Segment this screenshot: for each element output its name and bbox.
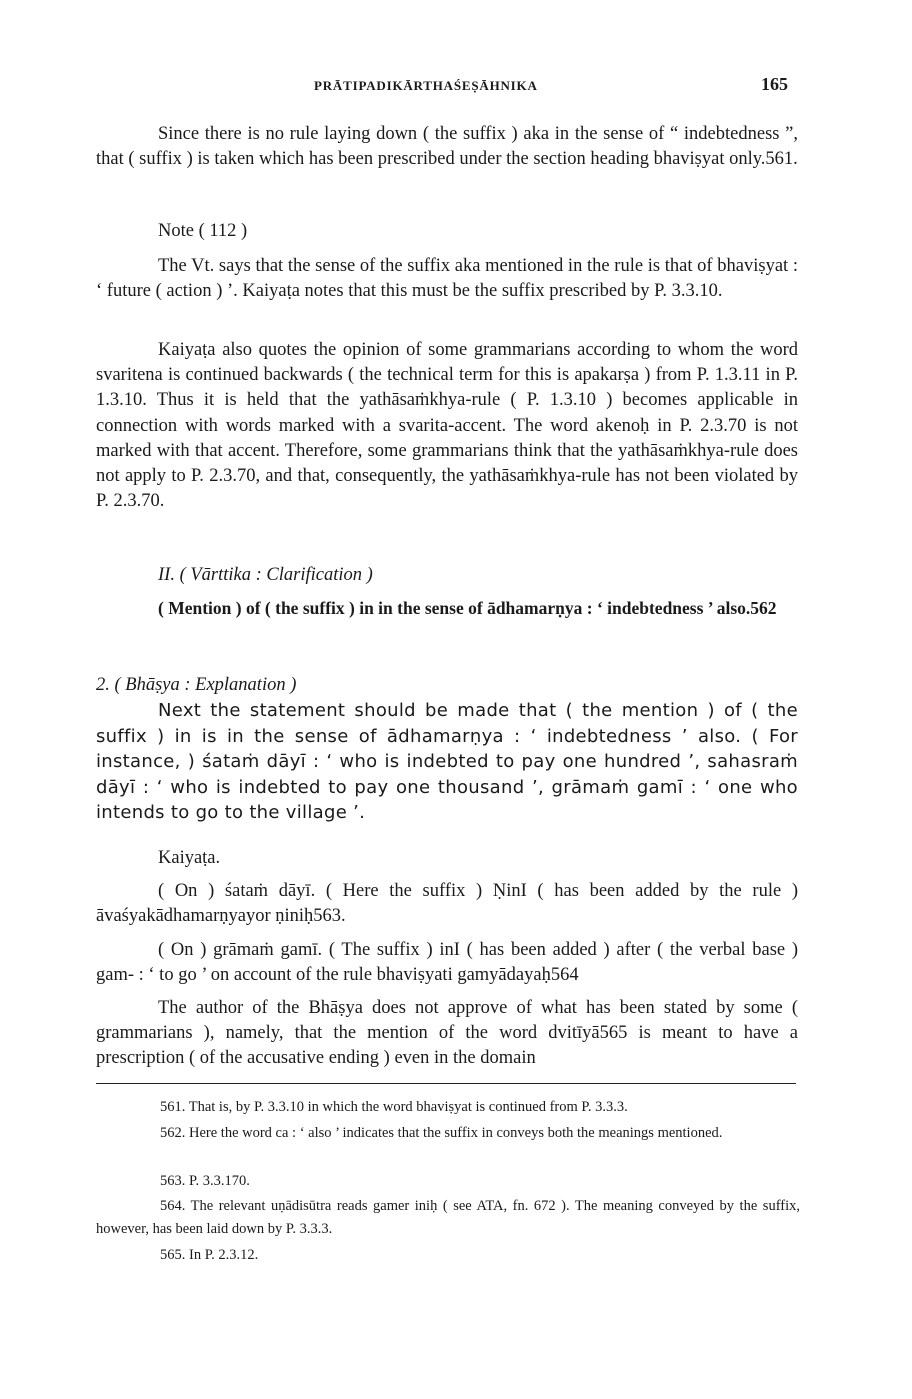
paragraph-bhasya-approval: The author of the Bhāṣya does not approve of what has been stated by some ( grammarians ), namely, that the mention of the word dvitīyā565 is meant to have a prescription ( of the accusative ending ) even in the domain xyxy=(96,998,798,1069)
kaiyata-heading: Kaiyaṭa. xyxy=(158,848,221,868)
bhasya-explanation: Next the statement should be made that ( the mention ) of ( the suffix ) in is in the sense of ādhamarṇya : ‘ indebtedness ’ also. ( For instance, ) śataṁ dāyī : ‘ who is indebted to pay one hundred ’, sahasraṁ dāyī : ‘ who is indebted to pay one thousand ’, grāmaṁ gamī : ‘ one who intends to go to the village ’. xyxy=(96,700,798,823)
footnote-562: 562. Here the word ca : ‘ also ’ indicates that the suffix in conveys both the meanings mentioned. xyxy=(160,1125,723,1141)
paragraph-kaiyata-opinion: Kaiyaṭa also quotes the opinion of some grammarians according to whom the word svaritena is continued backwards ( the technical term for this is apakarṣa ) from P. 1.3.11 in P. 1.3.10. Thus it is held that the yathāsaṁkhya-rule ( P. 1.3.10 ) becomes applicable in connection with words marked with a svarita-accent. The word akenoḥ in P. 2.3.70 is not marked with that accent. Therefore, some grammarians think that the yathāsaṁkhya-rule does not apply to P. 2.3.70, and that, consequently, the yathāsaṁkhya-rule has not been violated by P. 2.3.70. xyxy=(96,340,798,512)
footnote-565: 565. In P. 2.3.12. xyxy=(160,1247,259,1263)
footnote-561: 561. That is, by P. 3.3.10 in which the word bhaviṣyat is continued from P. 3.3.3. xyxy=(160,1099,628,1115)
footnote-563: 563. P. 3.3.170. xyxy=(160,1173,250,1189)
bhasya-heading: 2. ( Bhāṣya : Explanation ) xyxy=(96,675,297,695)
footnote-divider xyxy=(96,1083,796,1084)
page-number: 165 xyxy=(761,74,788,94)
paragraph-vt-sense: The Vt. says that the sense of the suffix aka mentioned in the rule is that of bhaviṣyat : ‘ future ( action ) ’. Kaiyaṭa notes that this must be the suffix prescribed by P. 3.3.10. xyxy=(96,256,798,302)
note-heading: Note ( 112 ) xyxy=(158,221,248,241)
page-header xyxy=(96,74,796,100)
footnote-564: 564. The relevant uṇādisūtra reads gamer iniḥ ( see ATA, fn. 672 ). The meaning conveyed by the suffix, however, has been laid down by P. 3.3.3. xyxy=(96,1198,800,1237)
running-title: PRĀTIPADIKĀRTHAŚEṢĀHNIKA xyxy=(314,78,538,93)
varttika-heading: II. ( Vārttika : Clarification ) xyxy=(158,565,373,585)
varttika-text: ( Mention ) of ( the suffix ) in in the sense of ādhamarṇya : ‘ indebtedness ’ also.562 xyxy=(158,598,777,618)
paragraph-indebtedness: Since there is no rule laying down ( the suffix ) aka in the sense of “ indebtedness ”, that ( suffix ) is taken which has been prescribed under the section heading bhaviṣyat only.561. xyxy=(96,124,798,170)
paragraph-sataṁ-dayi: ( On ) śataṁ dāyī. ( Here the suffix ) ṆinI ( has been added by the rule ) āvaśyakādhamarṇyayor ṇiniḥ563. xyxy=(96,881,798,927)
paragraph-gramaṁ-gami: ( On ) grāmaṁ gamī. ( The suffix ) inI ( has been added ) after ( the verbal base ) gam- : ‘ to go ’ on account of the rule bhaviṣyati gamyādayaḥ564 xyxy=(96,940,798,986)
